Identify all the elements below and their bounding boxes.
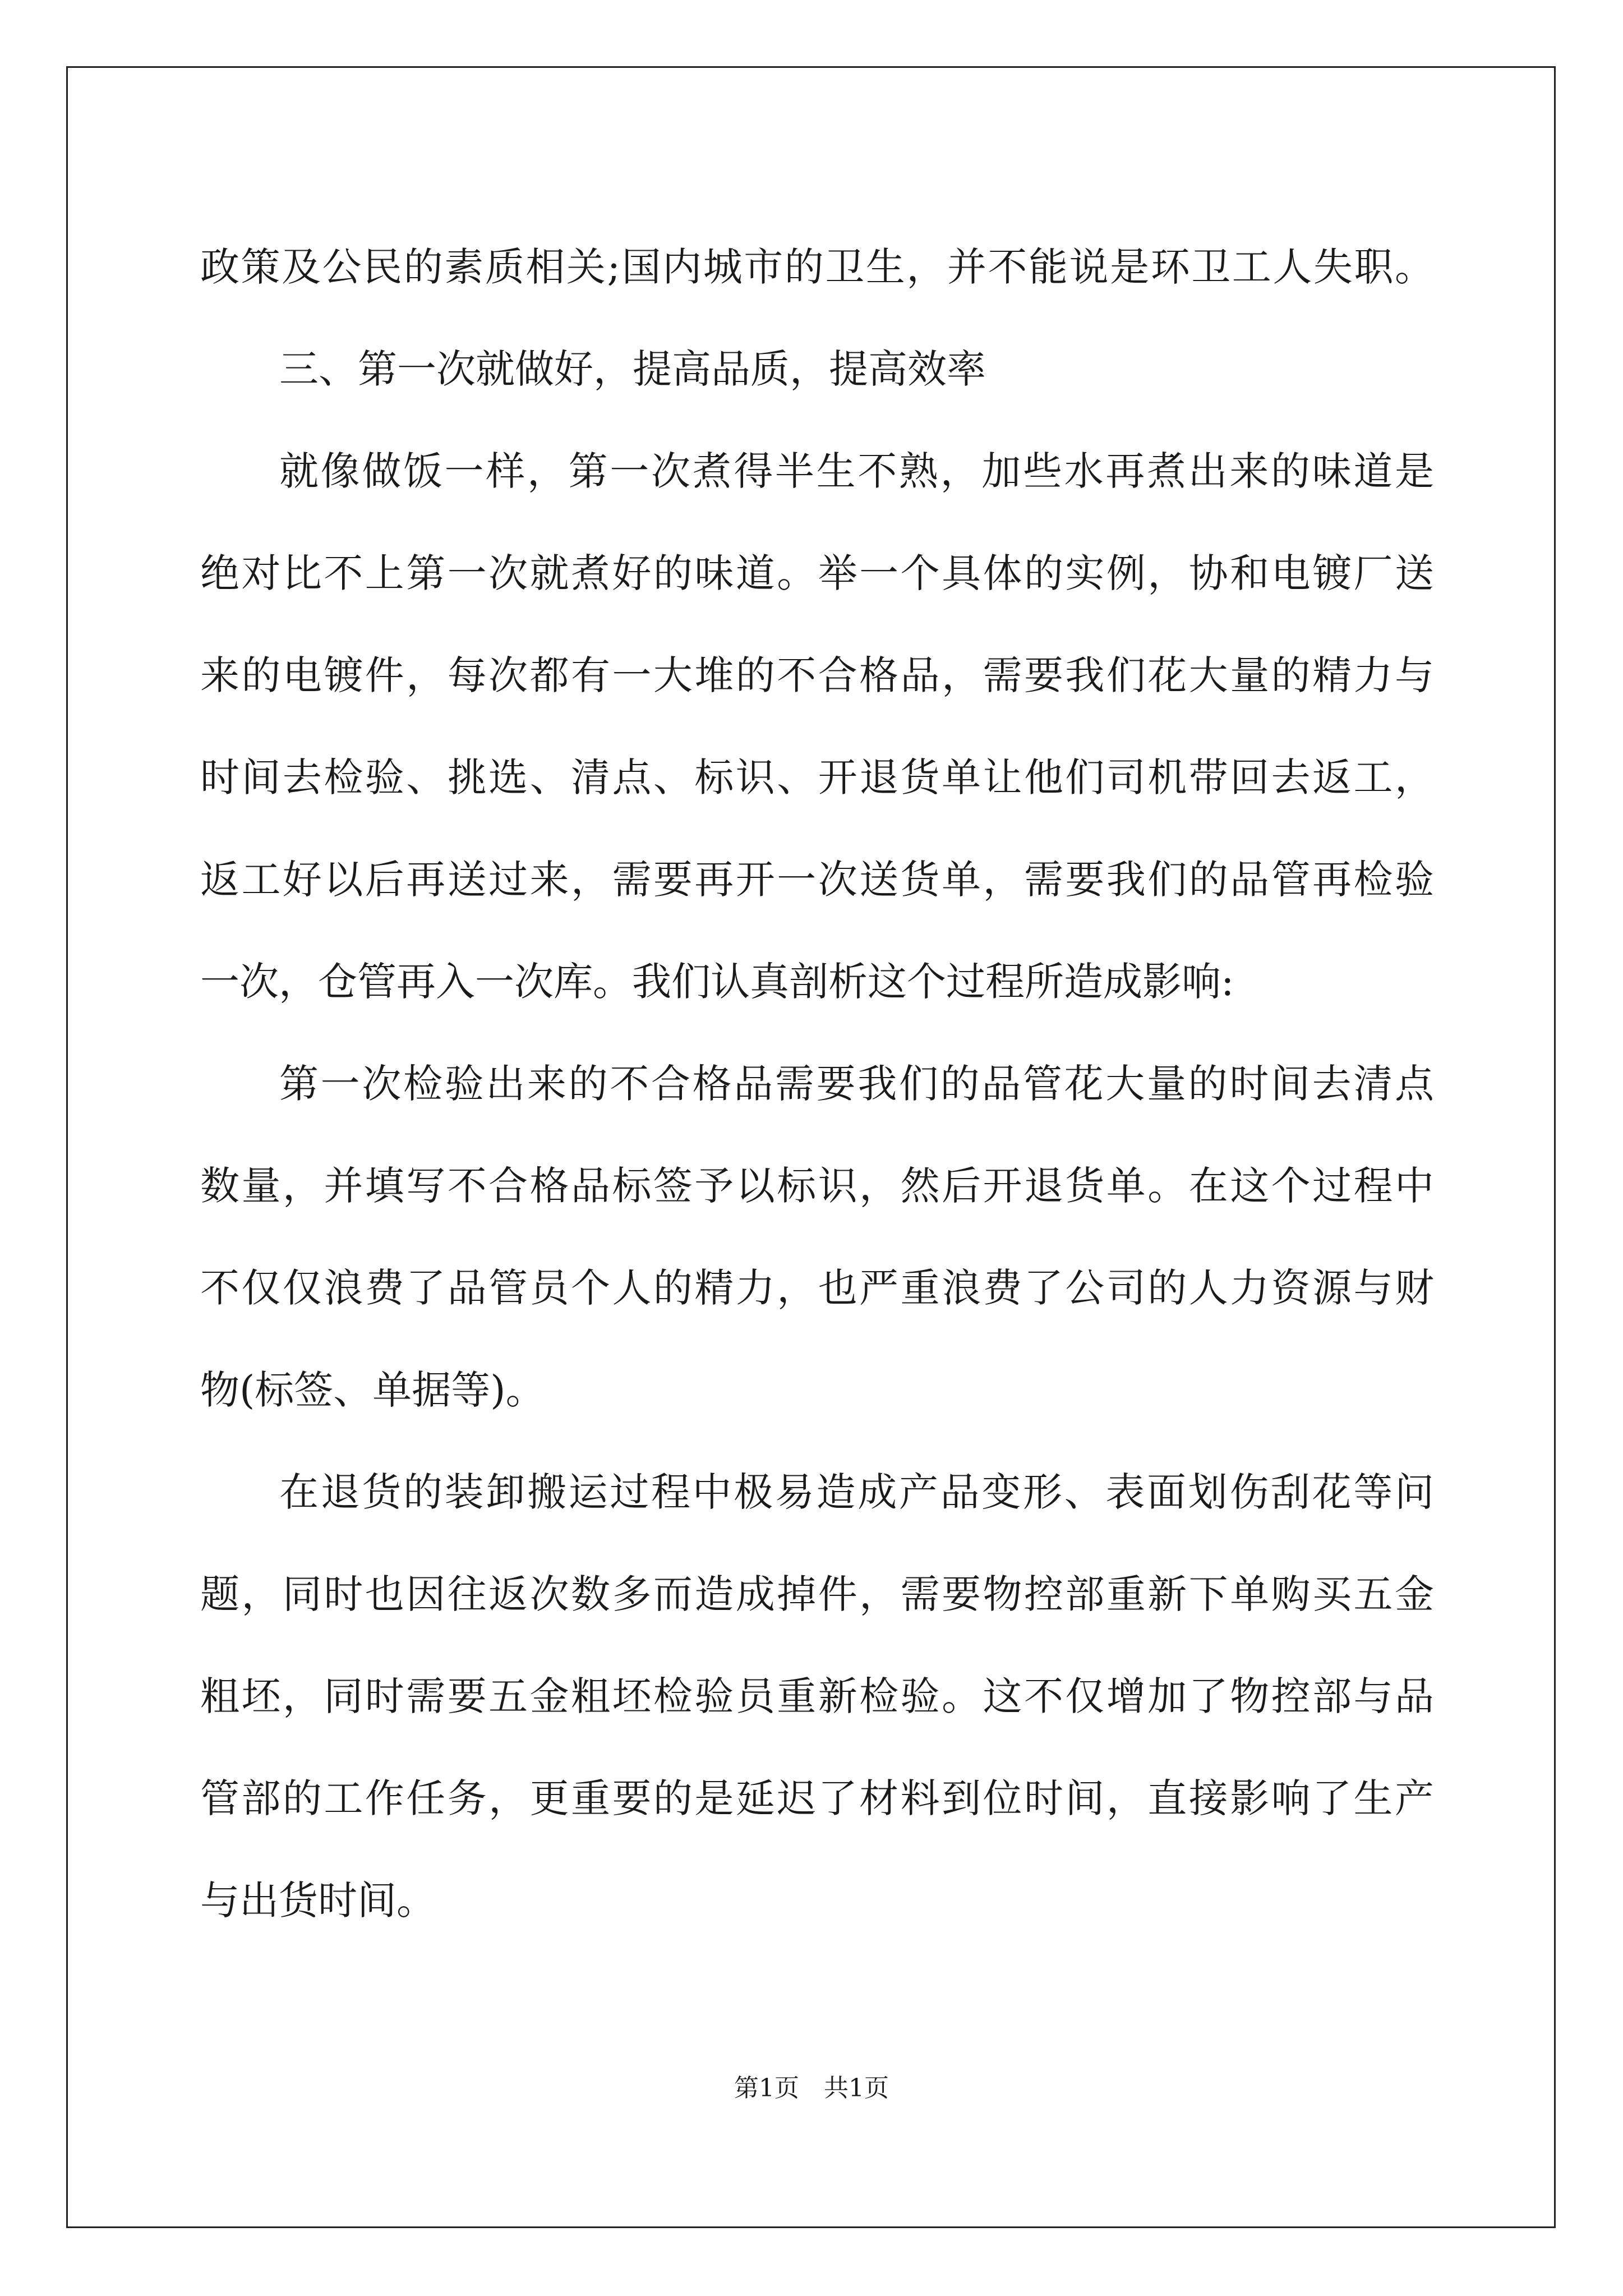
text-line: 管部的工作任务，更重要的是延迟了材料到位时间，直接影响了生产 (200, 1775, 1434, 1821)
page-number-total: 共1页 (824, 2074, 889, 2102)
text-line: 一次，仓管再入一次库。我们认真剖析这个过程所造成影响: (200, 959, 1234, 1005)
text-line: 绝对比不上第一次就煮好的味道。举一个具体的实例，协和电镀厂送 (200, 550, 1434, 596)
text-line: 返工好以后再送过来，需要再开一次送货单，需要我们的品管再检验 (200, 857, 1434, 903)
text-line: 第一次检验出来的不合格品需要我们的品管花大量的时间去清点 (279, 1061, 1434, 1107)
text-line: 来的电镀件，每次都有一大堆的不合格品，需要我们花大量的精力与 (200, 652, 1434, 698)
text-line: 与出货时间。 (200, 1878, 436, 1924)
page-footer (0, 2072, 1623, 2105)
text-line: 粗坯，同时需要五金粗坯检验员重新检验。这不仅增加了物控部与品 (200, 1673, 1434, 1719)
text-line: 不仅仅浪费了品管员个人的精力，也严重浪费了公司的人力资源与财 (200, 1265, 1434, 1311)
document-body (200, 216, 1434, 1952)
text-line: 就像做饭一样，第一次煮得半生不熟，加些水再煮出来的味道是 (279, 448, 1434, 494)
text-line: 政策及公民的素质相关;国内城市的卫生，并不能说是环卫工人失职。 (200, 244, 1434, 290)
text-line: 在退货的装卸搬运过程中极易造成产品变形、表面划伤刮花等问 (279, 1469, 1434, 1515)
text-line: 题，同时也因往返次数多而造成掉件，需要物控部重新下单购买五金 (200, 1571, 1434, 1617)
section-heading: 三、第一次就做好，提高品质，提高效率 (279, 346, 986, 392)
text-line: 物(标签、单据等)。 (200, 1367, 545, 1413)
text-line: 数量，并填写不合格品标签予以标识，然后开退货单。在这个过程中 (200, 1163, 1434, 1209)
page-number-current: 第1页 (734, 2074, 799, 2102)
text-line: 时间去检验、挑选、清点、标识、开退货单让他们司机带回去返工， (200, 754, 1434, 800)
